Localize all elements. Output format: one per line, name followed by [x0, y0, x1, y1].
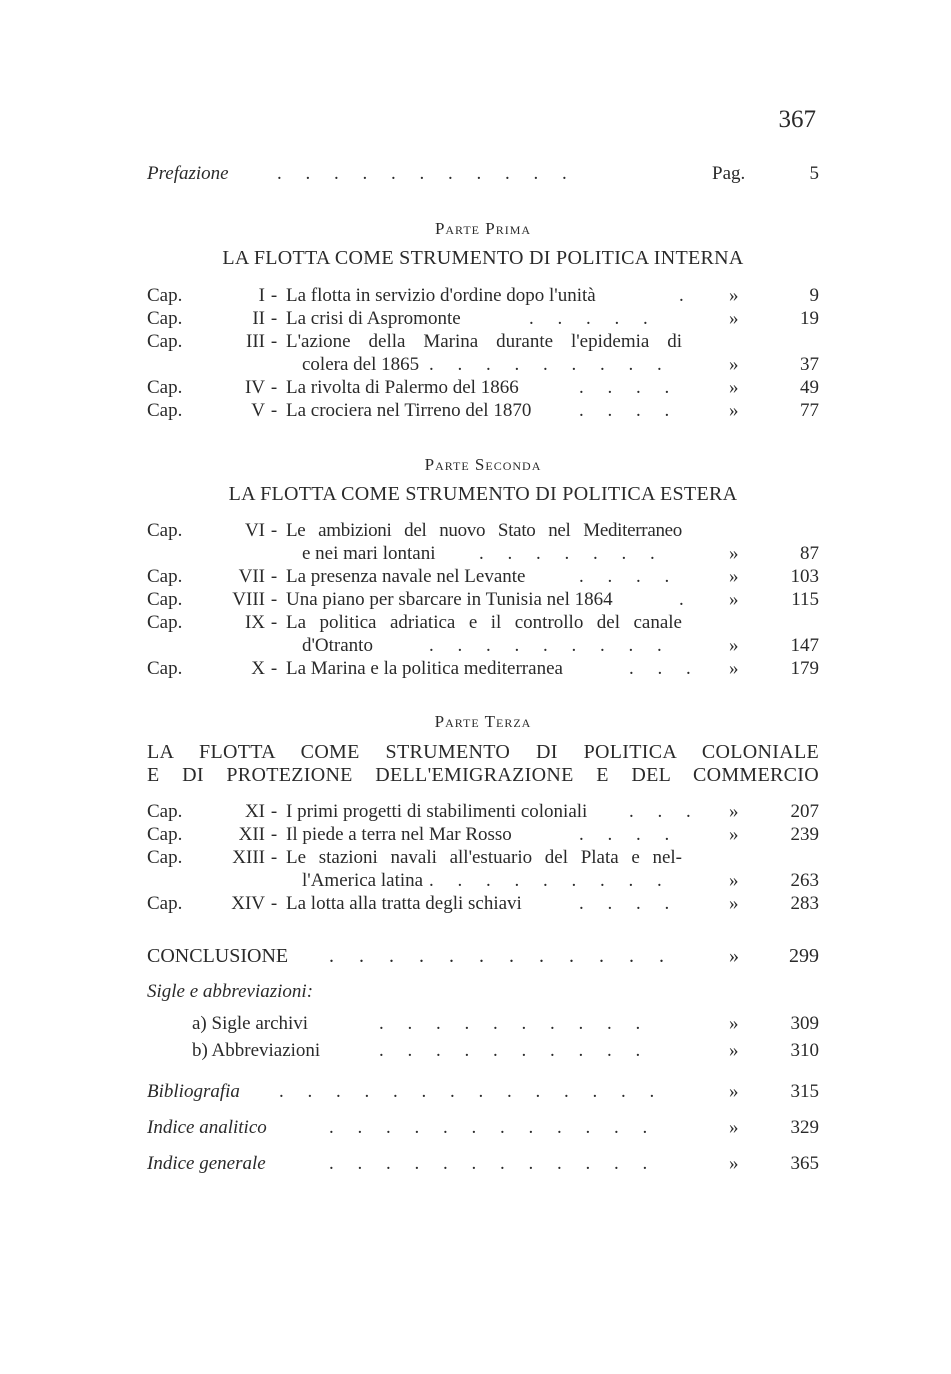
toc-entry-chapter[interactable]	[147, 307, 819, 331]
leader-dots: . . . .	[579, 893, 670, 914]
toc-entry-conclusione[interactable]	[147, 944, 819, 968]
chapter-title-cont: e nei mari lontani	[302, 543, 436, 564]
leader-dots: . . . . . . . . . . . .	[329, 1117, 648, 1138]
entry-title: Bibliografia	[147, 1081, 240, 1102]
chapter-number: VII	[238, 566, 265, 587]
cap-label: Cap.	[147, 824, 183, 845]
leader-dots: . . . .	[579, 377, 670, 398]
cap-label: Cap.	[147, 285, 183, 306]
chapter-number: XIII	[232, 847, 265, 868]
cap-label: Cap.	[147, 520, 183, 541]
chapter-number: IV	[244, 377, 265, 398]
chapter-title: L'azione della Marina durante l'epidemia di	[286, 331, 682, 352]
toc-entry-continuation[interactable]	[147, 869, 819, 893]
guillemet: »	[729, 543, 739, 564]
guillemet: »	[729, 801, 739, 822]
cap-label: Cap.	[147, 847, 183, 868]
toc-entry-continuation[interactable]	[147, 542, 819, 566]
chapter-title: La flotta in servizio d'ordine dopo l'unità	[286, 285, 596, 306]
guillemet: »	[729, 1153, 739, 1174]
toc-entry-chapter[interactable]	[147, 611, 819, 635]
chapter-number: IX	[244, 612, 265, 633]
leader-dots: . . . . . . . . . . . .	[329, 945, 664, 967]
separator: -	[270, 824, 278, 845]
toc-entry-continuation[interactable]	[147, 353, 819, 377]
entry-page: 310	[790, 1040, 819, 1061]
chapter-title-cont: colera del 1865	[302, 354, 420, 375]
chapter-page: 147	[790, 635, 819, 656]
toc-entry-bibliografia[interactable]	[147, 1080, 819, 1104]
toc-entry-chapter[interactable]	[147, 330, 819, 354]
guillemet: »	[729, 824, 739, 845]
cap-label: Cap.	[147, 658, 183, 679]
chapter-page: 179	[790, 658, 819, 679]
chapter-page: 239	[790, 824, 819, 845]
entry-title: b) Abbreviazioni	[192, 1040, 321, 1061]
chapter-number: X	[251, 658, 265, 679]
entry-title: Indice analitico	[147, 1117, 267, 1138]
separator: -	[270, 520, 278, 541]
chapter-title: La lotta alla tratta degli schiavi	[286, 893, 522, 914]
chapter-title: La presenza navale nel Levante	[286, 566, 526, 587]
toc-entry-chapter[interactable]	[147, 846, 819, 870]
part-label: Parte Terza	[434, 712, 532, 731]
guillemet: »	[729, 589, 739, 610]
cap-label: Cap.	[147, 400, 183, 421]
entry-title: Indice generale	[147, 1153, 266, 1174]
cap-label: Cap.	[147, 893, 183, 914]
separator: -	[270, 658, 278, 679]
toc-entry-continuation[interactable]	[147, 634, 819, 658]
leader-dots: . . .	[629, 658, 691, 679]
toc-entry-sigle[interactable]	[147, 1012, 819, 1036]
leader-dots: .	[679, 589, 684, 610]
guillemet: »	[729, 658, 739, 679]
chapter-page: 115	[791, 589, 819, 610]
toc-entry-chapter[interactable]	[147, 892, 819, 916]
chapter-page: 37	[800, 354, 819, 375]
chapter-title: La politica adriatica e il controllo del canale	[286, 612, 682, 633]
chapter-page: 263	[790, 870, 819, 891]
guillemet: »	[729, 285, 739, 306]
entry-page: 5	[809, 163, 819, 184]
part-heading: LA FLOTTA COME STRUMENTO DI POLITICA ESTERA	[228, 483, 738, 505]
chapter-number: I	[258, 285, 265, 306]
chapter-number: XIV	[231, 893, 265, 914]
chapter-title: Il piede a terra nel Mar Rosso	[286, 824, 512, 845]
leader-dots: . . . . . . .	[479, 543, 655, 564]
chapter-number: III	[246, 331, 265, 352]
entry-title: a) Sigle archivi	[192, 1013, 309, 1034]
guillemet: »	[729, 1013, 739, 1034]
chapter-title: I primi progetti di stabilimenti coloniali	[286, 801, 588, 822]
chapter-page: 87	[800, 543, 819, 564]
guillemet: »	[729, 377, 739, 398]
separator: -	[270, 331, 278, 352]
toc-entry-sigle[interactable]	[147, 1039, 819, 1063]
guillemet: »	[729, 308, 739, 329]
leader-dots: . . . .	[579, 824, 670, 845]
cap-label: Cap.	[147, 308, 183, 329]
toc-entry-chapter[interactable]	[147, 823, 819, 847]
chapter-title: Le ambizioni del nuovo Stato nel Mediterraneo	[286, 520, 682, 541]
entry-page: 309	[790, 1013, 819, 1034]
separator: -	[270, 893, 278, 914]
chapter-number: VI	[244, 520, 265, 541]
guillemet: »	[729, 354, 739, 375]
leader-dots: . . . . . . . . .	[429, 870, 662, 891]
separator: -	[270, 612, 278, 633]
separator: -	[270, 377, 278, 398]
toc-entry-chapter[interactable]	[147, 588, 819, 612]
leader-dots: . . . . . . . . . . . . . .	[279, 1081, 655, 1102]
part-heading-line-1: LA FLOTTA COME STRUMENTO DI POLITICA COLONIALE	[147, 741, 819, 763]
cap-label: Cap.	[147, 612, 183, 633]
leader-dots: . . .	[629, 801, 691, 822]
toc-entry-chapter[interactable]	[147, 565, 819, 589]
guillemet: »	[729, 566, 739, 587]
guillemet: »	[729, 1040, 739, 1061]
pag-label: Pag.	[712, 163, 746, 184]
entry-title: Prefazione	[147, 163, 229, 184]
chapter-page: 77	[800, 400, 819, 421]
chapter-title: Le stazioni navali all'estuario del Plata e nel-	[286, 847, 682, 868]
leader-dots: . . . . . . . . . . . .	[329, 1153, 648, 1174]
leader-dots: . . . . .	[529, 308, 648, 329]
chapter-number: XI	[244, 801, 265, 822]
leader-dots: . . . . . . . . . . .	[277, 163, 567, 184]
guillemet: »	[729, 893, 739, 914]
separator: -	[270, 308, 278, 329]
separator: -	[270, 400, 278, 421]
guillemet: »	[729, 870, 739, 891]
chapter-title-cont: d'Otranto	[302, 635, 373, 656]
toc-entry-chapter[interactable]	[147, 800, 819, 824]
entry-page: 329	[790, 1117, 819, 1138]
guillemet: »	[729, 945, 739, 967]
entry-page: 299	[789, 945, 819, 967]
chapter-page: 9	[809, 285, 819, 306]
leader-dots: . . . . . . . . .	[429, 635, 662, 656]
sigle-heading: Sigle e abbreviazioni:	[147, 981, 314, 1002]
chapter-title: La crisi di Aspromonte	[286, 308, 461, 329]
chapter-number: XII	[238, 824, 265, 845]
chapter-page: 207	[790, 801, 819, 822]
separator: -	[270, 801, 278, 822]
part-heading: LA FLOTTA COME STRUMENTO DI POLITICA INTERNA	[222, 247, 744, 269]
entry-page: 315	[790, 1081, 819, 1102]
separator: -	[270, 589, 278, 610]
part-heading-line-2: E DI PROTEZIONE DELL'EMIGRAZIONE E DEL COMMERCIO	[147, 764, 819, 786]
leader-dots: . . . . . . . . .	[429, 354, 662, 375]
leader-dots: . . . . . . . . . .	[379, 1013, 641, 1034]
page-number: 367	[778, 106, 816, 133]
chapter-title: Una piano per sbarcare in Tunisia nel 1864	[286, 589, 613, 610]
chapter-number: VIII	[232, 589, 265, 610]
guillemet: »	[729, 400, 739, 421]
cap-label: Cap.	[147, 589, 183, 610]
toc-entry-chapter[interactable]	[147, 284, 819, 308]
entry-title: CONCLUSIONE	[147, 945, 289, 967]
toc-entry-preface[interactable]	[147, 162, 819, 186]
toc-entry-chapter[interactable]	[147, 399, 819, 423]
toc-entry-indice-generale[interactable]	[147, 1152, 819, 1176]
chapter-number: V	[251, 400, 265, 421]
cap-label: Cap.	[147, 377, 183, 398]
separator: -	[270, 285, 278, 306]
leader-dots: . . . . . . . . . .	[379, 1040, 641, 1061]
guillemet: »	[729, 635, 739, 656]
chapter-number: II	[252, 308, 265, 329]
chapter-page: 19	[800, 308, 819, 329]
guillemet: »	[729, 1117, 739, 1138]
guillemet: »	[729, 1081, 739, 1102]
entry-page: 365	[790, 1153, 819, 1174]
chapter-page: 49	[800, 377, 819, 398]
leader-dots: . . . .	[579, 566, 670, 587]
cap-label: Cap.	[147, 801, 183, 822]
part-label: Parte Seconda	[424, 455, 542, 474]
chapter-title: La Marina e la politica mediterranea	[286, 658, 563, 679]
toc-entry-chapter[interactable]	[147, 376, 819, 400]
cap-label: Cap.	[147, 331, 183, 352]
part-label: Parte Prima	[434, 219, 532, 238]
chapter-title: La crociera nel Tirreno del 1870	[286, 400, 532, 421]
separator: -	[270, 566, 278, 587]
chapter-page: 283	[790, 893, 819, 914]
toc-entry-indice-analitico[interactable]	[147, 1116, 819, 1140]
chapter-title: La rivolta di Palermo del 1866	[286, 377, 519, 398]
chapter-title-cont: l'America latina	[302, 870, 424, 891]
toc-entry-chapter[interactable]	[147, 657, 819, 681]
toc-entry-chapter[interactable]	[147, 519, 819, 543]
chapter-page: 103	[790, 566, 819, 587]
cap-label: Cap.	[147, 566, 183, 587]
leader-dots: . . . .	[579, 400, 670, 421]
leader-dots: .	[679, 285, 684, 306]
separator: -	[270, 847, 278, 868]
